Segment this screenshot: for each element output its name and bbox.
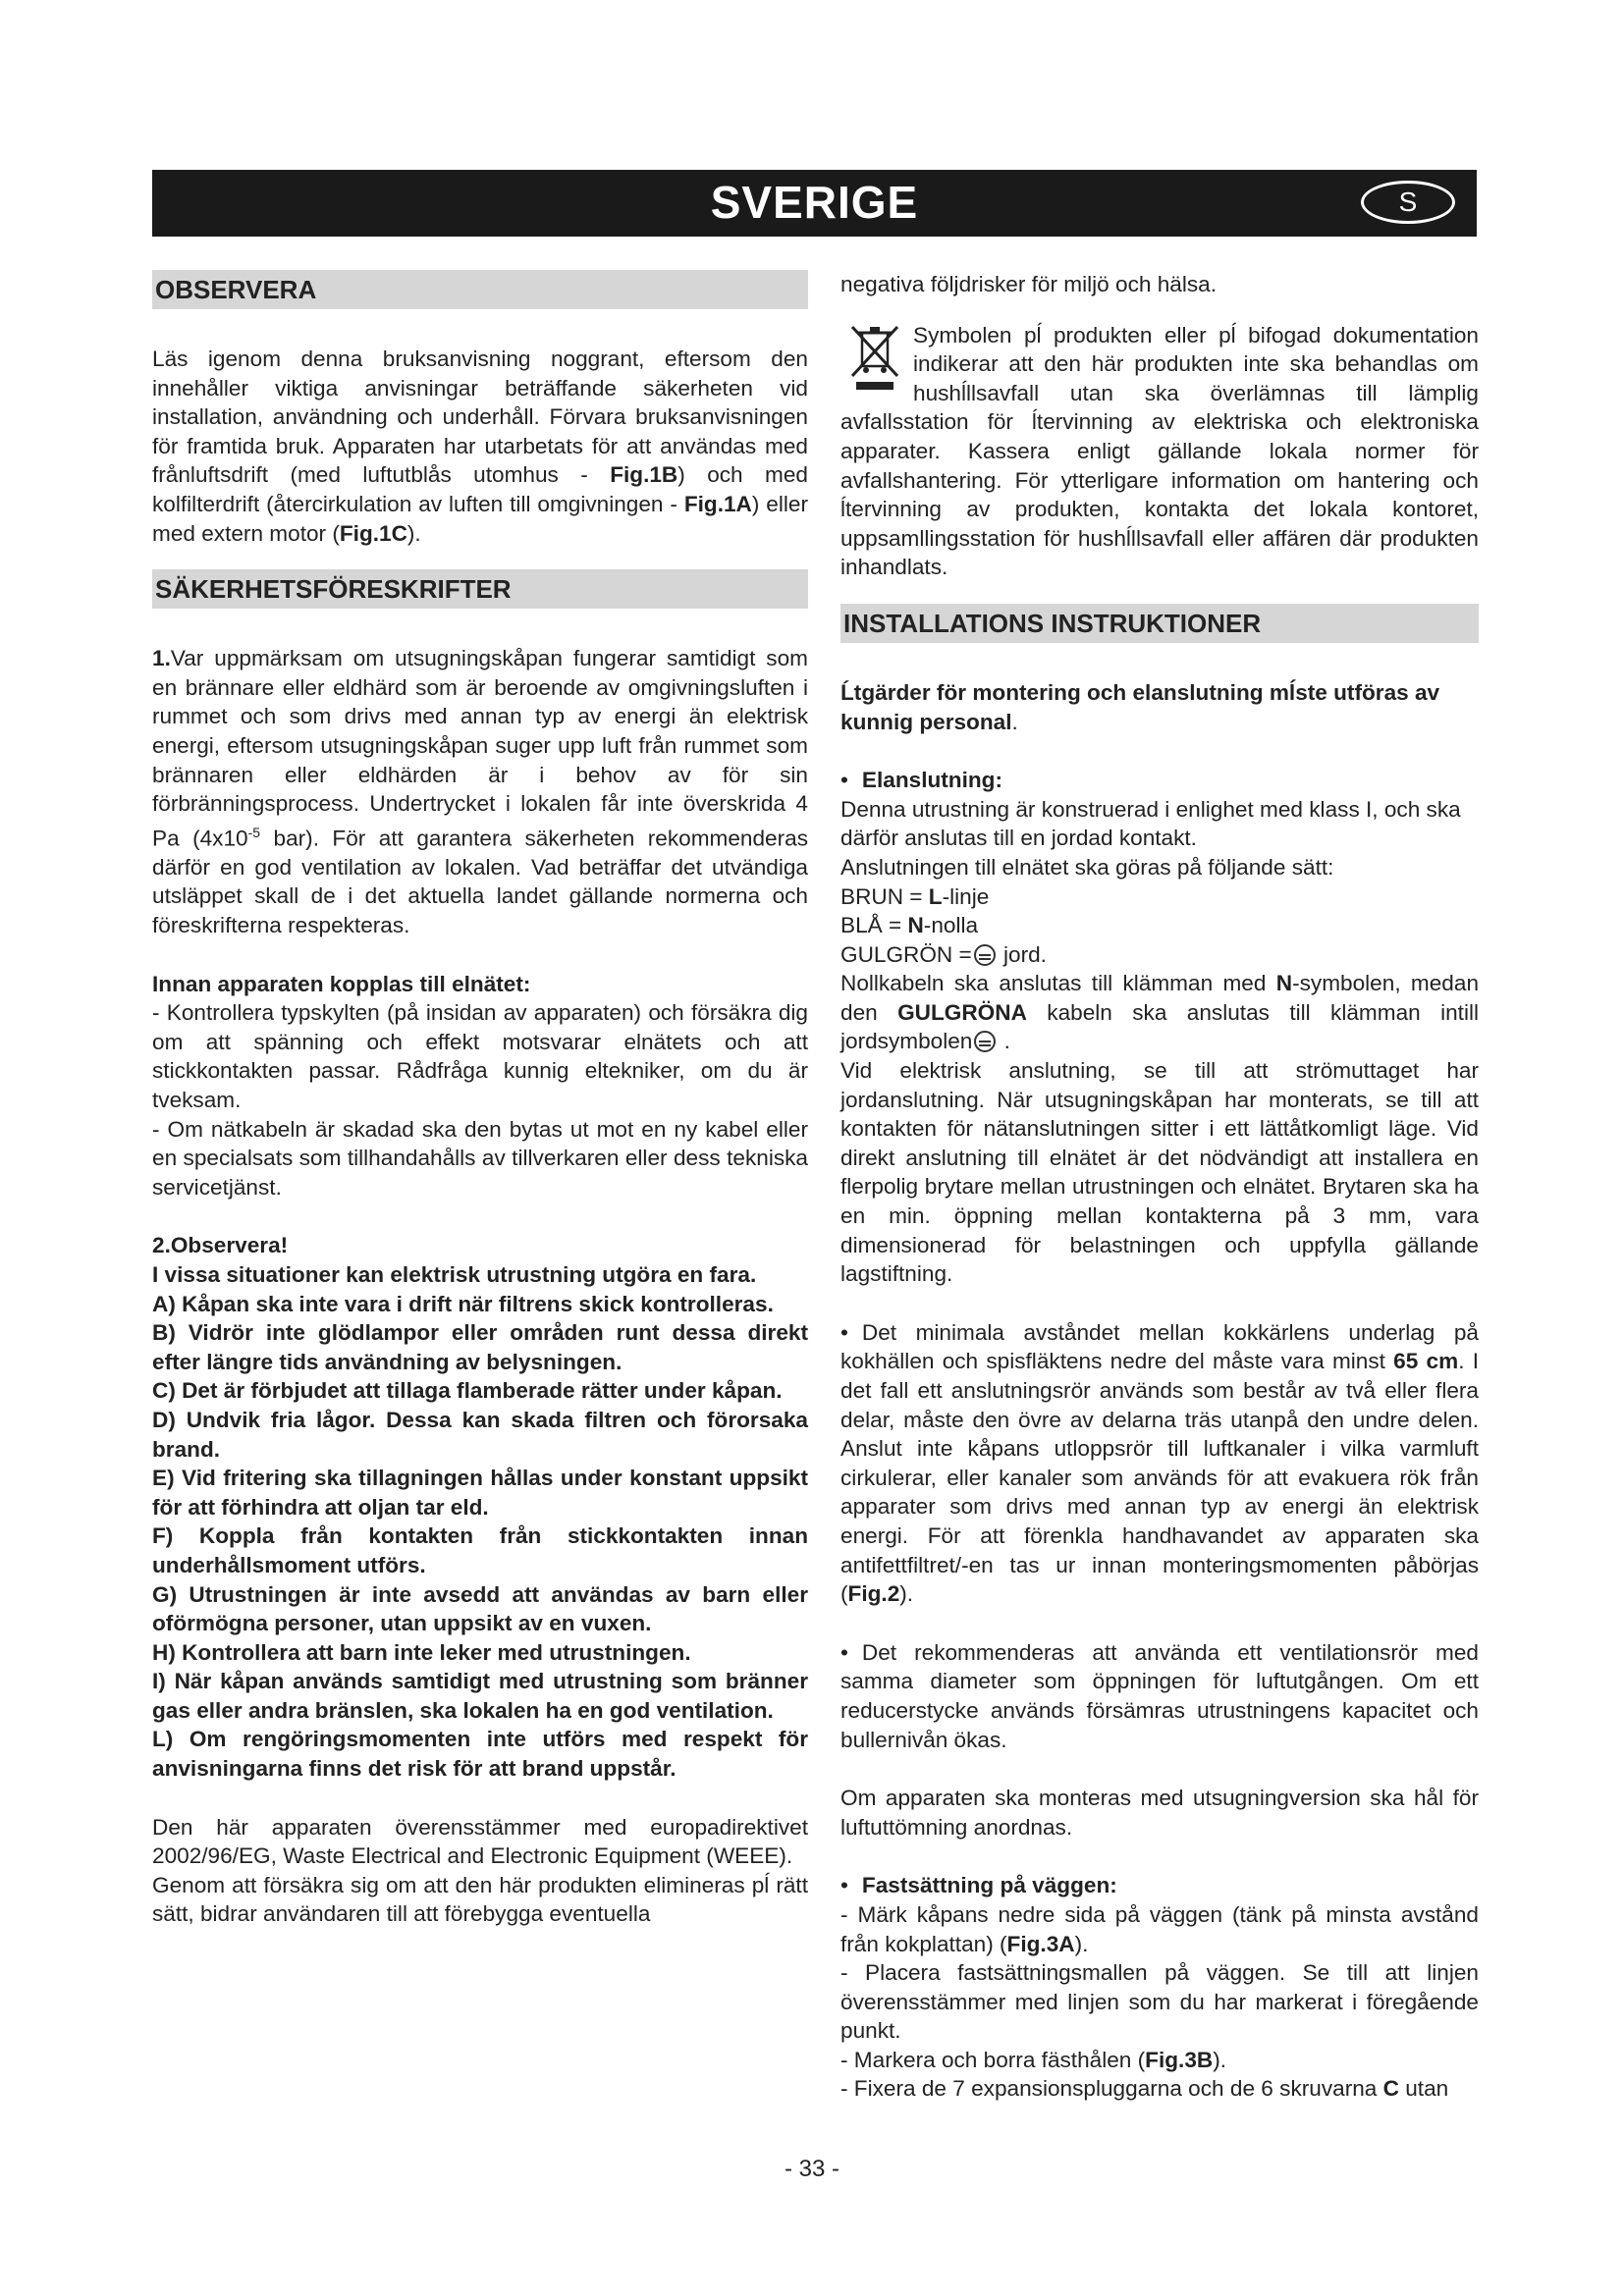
elan-heading: • Elanslutning: [840,766,1479,795]
neutral-text: Nollkabeln ska anslutas till klämman med N-symbolen, medan den GULGRÖNA kabeln ska anslutas till klämman intill jordsymbolen . [840,971,1480,1054]
obs2-item: L) Om rengöringsmomenten inte utförs med respekt för anvisningarna finns det risk för att brand uppstår. [152,1727,808,1782]
obs2-item: C) Det är förbjudet att tillaga flamberade rätter under kåpan. [152,1378,783,1404]
page-number: - 33 - [784,2156,839,2182]
observera-heading: OBSERVERA [152,270,808,309]
fig-ref: Fig.1A [683,491,752,516]
weee-symbol-text: Symbolen pĺ produkten eller pĺ bifogad dokumentation indikerar att den här produkten inte ska behandlas om hushĺllsavfall utan ska överlämnas till lämplig avfallsstation för ĺtervinning av elektriska och elektroniska apparater. Kassera enligt gällande lokala normer för avfallshantering. För ytterligare information om hantering och ĺtervinning av produkten, kontakta det lokala kontoret, uppsamllingsstation för hushĺllsavfall eller affären där produkten inhandlats. [840,322,1479,580]
before-connect-item: - Kontrollera typskylten (på insidan av apparaten) och försäkra dig om att spänning och effekt motsvarar elnätets och att stickkontakten passar. Rådfråga kunnig eltekniker, om du är tveksam. [152,1000,808,1112]
elan-text: Anslutningen till elnätet ska göras på följande sätt: [840,854,1334,880]
wire-blue: BLÅ = N-nolla [840,913,979,938]
obs2-item: B) Vidrör inte glödlampor eller områden runt dessa direkt efter längre tids användning av belysningen. [152,1320,808,1374]
fig-ref: Fig.1C [339,520,407,546]
right-column [840,270,1479,2104]
wire-yellow-green: GULGRÖN = jord. [840,941,1047,967]
hole-text: Om apparaten ska monteras med utsugningversion ska hål för luftuttömning anordnas. [840,1786,1479,1840]
weee-continuation: negativa följdrisker för miljö och hälsa. [840,272,1218,296]
install-heading: INSTALLATIONS INSTRUKTIONER [840,604,1479,643]
wire-brown: BRUN = L-linje [840,883,990,909]
wall-step: - Markera och borra fästhålen (Fig.3B). [840,2047,1227,2072]
safety-heading: SÄKERHETSFÖRESKRIFTER [152,569,808,609]
earth-icon [974,944,996,966]
min-distance-text: • Det minimala avståndet mellan kokkärlens underlag på kokhällen och spisfläktens nedre del måste vara minst 65 cm. I det fall ett anslutningsrör används som består av två eller flera delar, måste den övre av delarna träs utanpå den undre delen. Anslut inte kåpans utloppsrör till luftkanaler i vilka varmluft cirkulerar, eller kanaler som används för att evakuera rök från apparater som drivs med annan typ av energi än elektrisk energi. För att förenkla handhavandet av apparaten ska antifettfiltret/-en tas ur innan monteringsmomenten påbörjas (Fig.2). [840,1318,1479,1609]
vent-text: • Det rekommenderas att använda ett ventilationsrör med samma diameter som öppningen för luftutgången. Om ett reducerstycke används försämras utrustningens kapacitet och bullernivån ökas. [840,1638,1479,1754]
obs2-heading: 2.Observera! [152,1233,289,1258]
elan-text: Denna utrustning är konstruerad i enlighet med klass I, och ska därför anslutas till en jordad kontakt. [840,796,1461,851]
left-column [152,270,808,1929]
wall-step: - Fixera de 7 expansionspluggarna och de 6 skruvarna C utan [840,2076,1449,2102]
obs2-item: H) Kontrollera att barn inte leker med utrustningen. [152,1639,691,1665]
country-banner [152,170,1477,237]
before-connect-item: - Om nätkabeln är skadad ska den bytas ut mot en ny kabel eller en specialsats som tillhandahålls av tillverkaren eller dess tekniska servicetjänst. [152,1116,808,1200]
crossed-bin-icon [846,321,905,392]
obs2-item: F) Koppla från kontakten från stickkontakten innan underhållsmoment utförs. [152,1523,808,1577]
weee-paragraph: Genom att försäkra sig om att den här produkten elimineras pĺ rätt sätt, bidrar användaren till att förebygga eventuella [152,1872,808,1927]
wall-step: - Märk kåpans nedre sida på väggen (tänk på minsta avstånd från kokplattan) (Fig.3A). [840,1901,1479,1956]
obs2-item: I vissa situationer kan elektrisk utrustning utgöra en fara. [152,1261,757,1287]
obs2-list [152,1260,808,1784]
banner-title: SVERIGE [710,177,919,228]
weee-paragraph: Den här apparaten överensstämmer med europadirektivet 2002/96/EG, Waste Electrical and Electronic Equipment (WEEE). [152,1814,808,1869]
obs2-item: G) Utrustningen är inte avsedd att användas av barn eller oförmögna personer, utan uppsikt av en vuxen. [152,1581,808,1636]
obs2-item: A) Kåpan ska inte vara i drift när filtrens skick kontrolleras. [152,1291,774,1316]
obs2-item: I) När kåpan används samtidigt med utrustning som bränner gas eller andra bränslen, ska lokalen ha en god ventilation. [152,1669,808,1723]
country-badge: S [1361,181,1455,224]
install-intro: Ĺtgärder för montering och elanslutning mĺste utföras av kunnig personal. [840,679,1440,734]
obs2-item: E) Vid fritering ska tillagningen hållas under konstant uppsikt för att förhindra att oljan tar eld. [152,1466,808,1520]
fig-ref: Fig.1B [610,462,678,488]
direct-connection-text: Vid elektrisk anslutning, se till att strömuttaget har jordanslutning. När utsugningskåpan har monterats, se till att kontakten för nätanslutningen sitter i ett lättåtkomligt läge. Vid direkt anslutning till elnätet är det nödvändigt att installera en flerpolig brytare mellan utrustningen och elnätet. Brytaren ska ha en min. öppning mellan kontakterna på 3 mm, vara dimensionerad för belastningen och uppfylla gällande lagstiftning. [840,1058,1479,1287]
before-connect-heading: Innan apparaten kopplas till elnätet: [152,971,531,996]
wall-step: - Placera fastsättningsmallen på väggen. Se till att linjen överensstämmer med linjen som du har markerat i föregående punkt. [840,1960,1479,2044]
observera-paragraph: Läs igenom denna bruksanvisning noggrant, eftersom den innehåller viktiga anvisningar beträffande säkerheten vid installation, användning och underhåll. Förvara bruksanvisningen för framtida bruk. Apparaten har utarbetats för att användas med frånluftsdrift (med luftutblås utomhus - Fig.1B) och med kolfilterdrift (återcirkulation av luften till omgivningen - Fig.1A) eller med extern motor (Fig.1C). [152,347,808,546]
wall-heading: • Fastsättning på väggen: [840,1871,1479,1900]
earth-icon [974,1031,996,1052]
weee-symbol-block [840,321,1479,582]
obs2-item: D) Undvik fria lågor. Dessa kan skada filtren och förorsaka brand. [152,1407,808,1462]
safety-item-1: 1.Var uppmärksam om utsugningskåpan fungerar samtidigt som en brännare eller eldhärd som är beroende av omgivningsluften i rummet och som drivs med annan typ av energi än elektrisk energi, eftersom utsugningskåpan suger upp luft från rummet som brännaren eller eldhärden är i behov av för sin förbränningsprocess. Undertrycket i lokalen får inte överskrida 4 Pa ($4x10^{-5}$ bar). För att garantera säkerheten rekommenderas därför en god ventilation av lokalen. Vad beträffar det utvändiga utsläppet skall de i det aktuella landet gällande normerna och föreskrifterna respekteras. [152,646,808,938]
